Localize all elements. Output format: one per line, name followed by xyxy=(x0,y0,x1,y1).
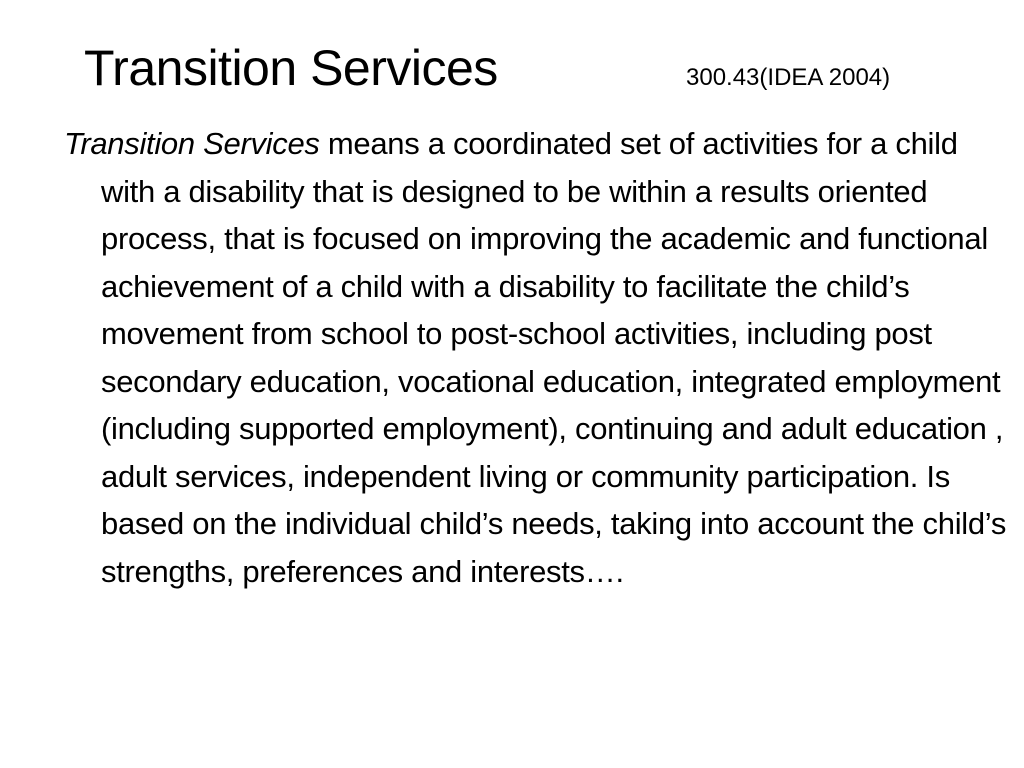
slide-title: Transition Services xyxy=(84,40,498,96)
definition-paragraph xyxy=(64,120,1011,595)
defined-term: Transition Services xyxy=(64,126,320,161)
citation-reference: 300.43(IDEA 2004) xyxy=(686,64,891,91)
title-row xyxy=(84,36,984,106)
definition-text: means a coordinated set of activities for a child with a disability that is designed to be within a results oriented process, that is focused on improving the academic and functional achievement of a child with a disability to facilitate the child’s movement from school to post-school activities, including post secondary education, vocational education, integrated employment (including supported employment), continuing and adult education , adult services, independent living or community participation. Is based on the individual child’s needs, taking into account the child’s strengths, preferences and interests…. xyxy=(101,126,1007,589)
